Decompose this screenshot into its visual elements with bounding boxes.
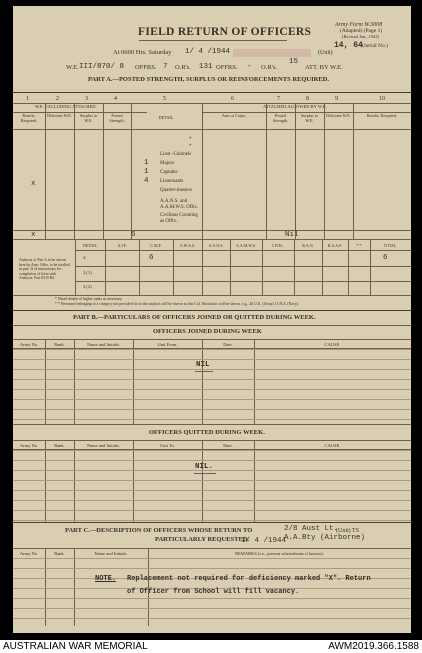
table-row-line bbox=[13, 598, 411, 599]
table-header: Name and Initials. bbox=[86, 443, 121, 448]
table-column-line bbox=[45, 548, 46, 626]
form-title: FIELD RETURN OF OFFICERS bbox=[138, 26, 312, 38]
analysis-row-label: 2.(1) bbox=[83, 270, 92, 275]
column-number: 6 bbox=[231, 96, 234, 102]
analysis-header: A.A.M.W.S. bbox=[236, 243, 256, 248]
table-column-line bbox=[148, 548, 149, 626]
table-column-line bbox=[133, 339, 134, 424]
analysis-header: A.A.N.S. bbox=[208, 243, 224, 248]
table-header: Army No. bbox=[19, 342, 39, 347]
analysis-header: TOTAL. bbox=[383, 243, 398, 248]
offrs2-value: - bbox=[247, 63, 252, 71]
table-column-line bbox=[74, 548, 75, 626]
total-value: 6 bbox=[383, 254, 388, 262]
or2-value: 15 bbox=[289, 58, 299, 66]
column-line bbox=[295, 103, 296, 239]
table-row-line bbox=[13, 349, 411, 350]
column-line bbox=[202, 103, 203, 239]
footnote-2: * * Personnel belonging to a category not provided for in the analysis will be shown in this Col. Particulars will be shown, e.g., 26 U.K. (Army) 13 N.Z. (Navy). bbox=[55, 302, 300, 306]
rank-label: Lieut.-Colonels bbox=[160, 152, 192, 157]
analysis-row-label: 2.(2) bbox=[83, 284, 92, 289]
table-row-line bbox=[13, 568, 411, 569]
table-row-line bbox=[13, 558, 411, 559]
part-c-unit-label: (Unit) TS bbox=[336, 528, 360, 534]
return-unit: 2/8 Aust Lt. bbox=[284, 525, 339, 533]
archive-footer bbox=[0, 640, 422, 653]
analysis-row-label: 4. bbox=[83, 255, 87, 260]
form-adapted: (Adapted) (Page 1) bbox=[340, 28, 383, 34]
table-header: Army No. bbox=[19, 551, 39, 556]
column-number: 4 bbox=[114, 96, 117, 102]
column-line bbox=[353, 103, 354, 239]
column-number: 5 bbox=[163, 96, 166, 102]
serial-number: 14, 64 bbox=[334, 41, 363, 50]
table-header: REMARKS (i.e., present whereabouts if known). bbox=[235, 551, 324, 556]
table-header: Name and Initials. bbox=[94, 551, 128, 556]
part-a-title: PART A.—POSTED STRENGTH, SURPLUS OR REINFORCEMENTS REQUIRED. bbox=[88, 76, 329, 83]
column-header: Posted Strength. bbox=[109, 113, 125, 123]
joined-nil: NIL bbox=[196, 361, 210, 369]
column-line bbox=[324, 103, 325, 239]
column-number: 8 bbox=[306, 96, 309, 102]
table-row-line bbox=[13, 510, 411, 511]
table-row-line bbox=[13, 389, 411, 390]
column-number: 7 bbox=[277, 96, 280, 102]
table-column-line bbox=[254, 339, 255, 424]
we-excluding-header: W.E. EXCLUDING ATTACHED. bbox=[35, 104, 97, 109]
analysis-header: * * bbox=[356, 243, 362, 248]
posted-value: 1 bbox=[144, 159, 149, 167]
column-number: 2 bbox=[56, 96, 59, 102]
at-line: At 0600 Hrs. Saturday bbox=[113, 49, 172, 56]
table-header: Date. bbox=[223, 342, 233, 347]
part-c-subtitle: PARTICULARLY REQUESTED. bbox=[155, 536, 250, 543]
column-header: Posted Strength. bbox=[272, 113, 289, 123]
total-posted: 6 bbox=[131, 231, 136, 239]
column-line bbox=[103, 103, 104, 239]
analysis-header: DETAIL bbox=[82, 243, 98, 248]
table-row-line bbox=[13, 409, 411, 410]
archive-accession: AWM2019.366.1588 bbox=[328, 641, 419, 652]
rank-label: Lieutenants bbox=[160, 179, 184, 184]
offrs2-label: OFFRS. bbox=[216, 64, 238, 71]
or-value: 131 bbox=[199, 63, 213, 71]
archive-name: AUSTRALIAN WAR MEMORIAL bbox=[3, 641, 148, 652]
analysis-header: A.W.A.S. bbox=[179, 243, 196, 248]
table-header: Name and Initials. bbox=[86, 342, 121, 347]
column-header: Deficient W.E. bbox=[326, 113, 351, 118]
part-c-title: PART C.—DESCRIPTION OF OFFICERS WHOSE RETURN TO bbox=[65, 527, 253, 534]
rank-label: Quarter-masters bbox=[160, 188, 193, 193]
note-line-1: Replacement not required for deficiency marked "X". Return bbox=[127, 575, 371, 583]
analysis-header: CIVIL. bbox=[272, 243, 284, 248]
posted-value: 4 bbox=[144, 177, 149, 185]
column-line bbox=[131, 103, 132, 239]
analysis-header: R.A.N. bbox=[302, 243, 314, 248]
attached-allowed-header: ATTACHED ALLOWED BY W.E. bbox=[263, 104, 327, 109]
column-header: Reinfts. Required. bbox=[366, 113, 398, 118]
footnote-1: * Detail details of higher ranks as necessary. bbox=[55, 297, 123, 301]
table-header: Unit To. bbox=[160, 443, 175, 448]
table-row-line bbox=[13, 359, 411, 360]
table-column-line bbox=[45, 339, 46, 424]
table-row-line bbox=[13, 490, 411, 491]
offrs-label: OFFRS. bbox=[135, 64, 157, 71]
column-header: Surplus to W.E. bbox=[300, 113, 319, 123]
or-label: O.R's. bbox=[175, 64, 191, 71]
rank-label: Civilians Counting as Offrs. bbox=[160, 213, 198, 224]
table-row-line bbox=[13, 520, 411, 521]
table-header: Unit From. bbox=[157, 342, 178, 347]
we-value: III/870/ 8 bbox=[79, 63, 125, 71]
table-header: CAUSE. bbox=[324, 443, 341, 448]
column-line bbox=[266, 103, 267, 239]
offrs-value: 7 bbox=[163, 63, 168, 71]
part-b-title: PART B.—PARTICULARS OF OFFICERS JOINED OR QUITTED DURING WEEK. bbox=[73, 314, 316, 321]
rank-label: A.A.N.S. and A.A.M.W.S. Offrs. bbox=[160, 199, 198, 210]
table-header: Rank. bbox=[54, 443, 65, 448]
return-unit-2: A.A.Bty (Airborne) bbox=[284, 534, 366, 542]
table-header: CAUSE. bbox=[324, 342, 341, 347]
column-number: 9 bbox=[335, 96, 338, 102]
column-line bbox=[45, 103, 46, 239]
document-page: FIELD RETURN OF OFFICERS Army Form W.3008 (Adapted) (Page 1) (Revised Jan., 1942) 14, 64 (Serial No.) At 0600 Hrs. Saturday 1/ 4 /1944 (Unit) W.E. III/870/ 8 OFFRS. 7 O.R's. 131 OFFRS. - O.R's. 15 ATT. BY W.E. PART A.—POSTED STRENGTH, SURPLUS OR REINFORCEMENTS REQUIRED. 1 2 3 4 5 6 7 8 9 10 W.E. EXCLUDING ATTACHED. ATTACHED ALLOWED BY W.E. Reinfts. Required. Deficient W.E. Surplus to W.E. Posted Strength. DETAIL. Arm or Corps. Posted Strength. Surplus to W.E. Deficient W.E. Reinfts. Required. * * Lieut.-Colonels Majors Captains Lieutenants Quarter-masters A.A.N.S. and A.A.M.W.S. Offrs. Civilians Counting as Offrs. 1 1 4 x x 6 Nil Analysis of Part A to be shown here by Arm: Offrs. to be totalled in pair. If of instructions for completion of form with Analysis. Part IO B B3. DETAIL A.I.F. C.M.F. A.W.A.S. A.A.N.S. A.A.M.W.S. CIVIL. R.A.N. R.A.A.F. * * TOTAL. 4. 2.(1) 2.(2) 6 6 * Detail details of higher ranks as necessary. * * Personnel belonging to a category not provided for in the analysis will be shown in this Col. Particulars will be shown, e.g., 26 U.K. (Army) 13 N.Z. (Navy). PART B.—PARTICULARS OF OFFICERS JOINED OR QUITTED DURING WEEK. OFFICERS JOINED DURING WEEK Army No. Rank. Name and Initials. Unit From. Date. CAUSE. NIL OFFICERS QUITTED DURING WEEK. Army No. Rank. Name and Initials. Unit To. Date. CAUSE. NIL. PART C.—DESCRIPTION OF OFFICERS WHOSE RETURN TO PARTICULARLY REQUESTED. 2/8 Aust Lt. (Unit) TS A.A.Bty (Airborne) 1/ 4 /1944 Army No. Rank. Name and Initials. REMARKS (i.e., present whereabouts if known). NOTE. Replacement not required for deficiency marked "X". Return of Officer from School will fill vacancy. bbox=[13, 6, 411, 633]
aif-value: 6 bbox=[149, 254, 154, 262]
note-label: NOTE. bbox=[95, 575, 117, 583]
table-header: Date. bbox=[223, 443, 233, 448]
part-c-date: 1/ 4 /1944 bbox=[241, 537, 287, 545]
table-row-line bbox=[13, 500, 411, 501]
att-label: ATT. BY W.E. bbox=[305, 64, 343, 71]
analysis-header: A.I.F. bbox=[117, 243, 127, 248]
rank-label: Captains bbox=[160, 170, 178, 175]
table-row-line bbox=[13, 480, 411, 481]
table-row-line bbox=[13, 369, 411, 370]
table-row-line bbox=[13, 450, 411, 451]
unit-label: (Unit) bbox=[318, 50, 333, 56]
joined-title: OFFICERS JOINED DURING WEEK bbox=[153, 328, 262, 335]
note-line-2: of Officer from School will fill vacancy. bbox=[127, 588, 300, 596]
x-mark-total: x bbox=[31, 231, 36, 239]
x-mark: x bbox=[31, 180, 36, 188]
return-date: 1/ 4 /1944 bbox=[185, 48, 231, 56]
table-row-line bbox=[13, 618, 411, 619]
posted-value: 1 bbox=[144, 168, 149, 176]
table-row-line bbox=[13, 399, 411, 400]
table-header: Rank. bbox=[54, 342, 65, 347]
analysis-header: C.M.F. bbox=[150, 243, 162, 248]
column-header: Arm or Corps. bbox=[221, 113, 247, 118]
nil-attached: Nil bbox=[285, 231, 299, 239]
table-row-line bbox=[13, 460, 411, 461]
column-header: Surplus to W.E. bbox=[79, 113, 98, 123]
quitted-title: OFFICERS QUITTED DURING WEEK. bbox=[149, 429, 265, 436]
form-number: Army Form W.3008 bbox=[335, 22, 383, 28]
serial-label: (Serial No.) bbox=[362, 43, 388, 49]
table-header: Army No. bbox=[19, 443, 39, 448]
table-row-line bbox=[13, 379, 411, 380]
stamp-mark bbox=[233, 49, 311, 57]
analysis-instructions: Analysis of Part A to be shown here by Arm: Offrs. to be totalled in pair. If of instructions for completion of form with Analysis. Part IO B B3. bbox=[19, 258, 70, 281]
column-header: Deficient W.E. bbox=[47, 113, 72, 118]
column-number: 10 bbox=[379, 96, 385, 102]
column-header: DETAIL. bbox=[158, 115, 175, 120]
analysis-header: R.A.A.F. bbox=[327, 243, 343, 248]
table-column-line bbox=[202, 339, 203, 424]
form-revised: (Revised Jan., 1942) bbox=[342, 34, 379, 39]
quitted-nil: NIL. bbox=[195, 463, 214, 471]
column-number: 3 bbox=[85, 96, 88, 102]
table-row-line bbox=[13, 608, 411, 609]
or2-label: O.R's. bbox=[261, 64, 277, 71]
table-row-line bbox=[13, 419, 411, 420]
column-line bbox=[74, 103, 75, 239]
table-header: Rank. bbox=[54, 551, 65, 556]
we-label: W.E. bbox=[66, 64, 79, 71]
table-column-line bbox=[74, 339, 75, 424]
column-number: 1 bbox=[26, 96, 29, 102]
column-header: Reinfts. Required. bbox=[20, 113, 38, 123]
rank-label: Majors bbox=[160, 161, 175, 166]
